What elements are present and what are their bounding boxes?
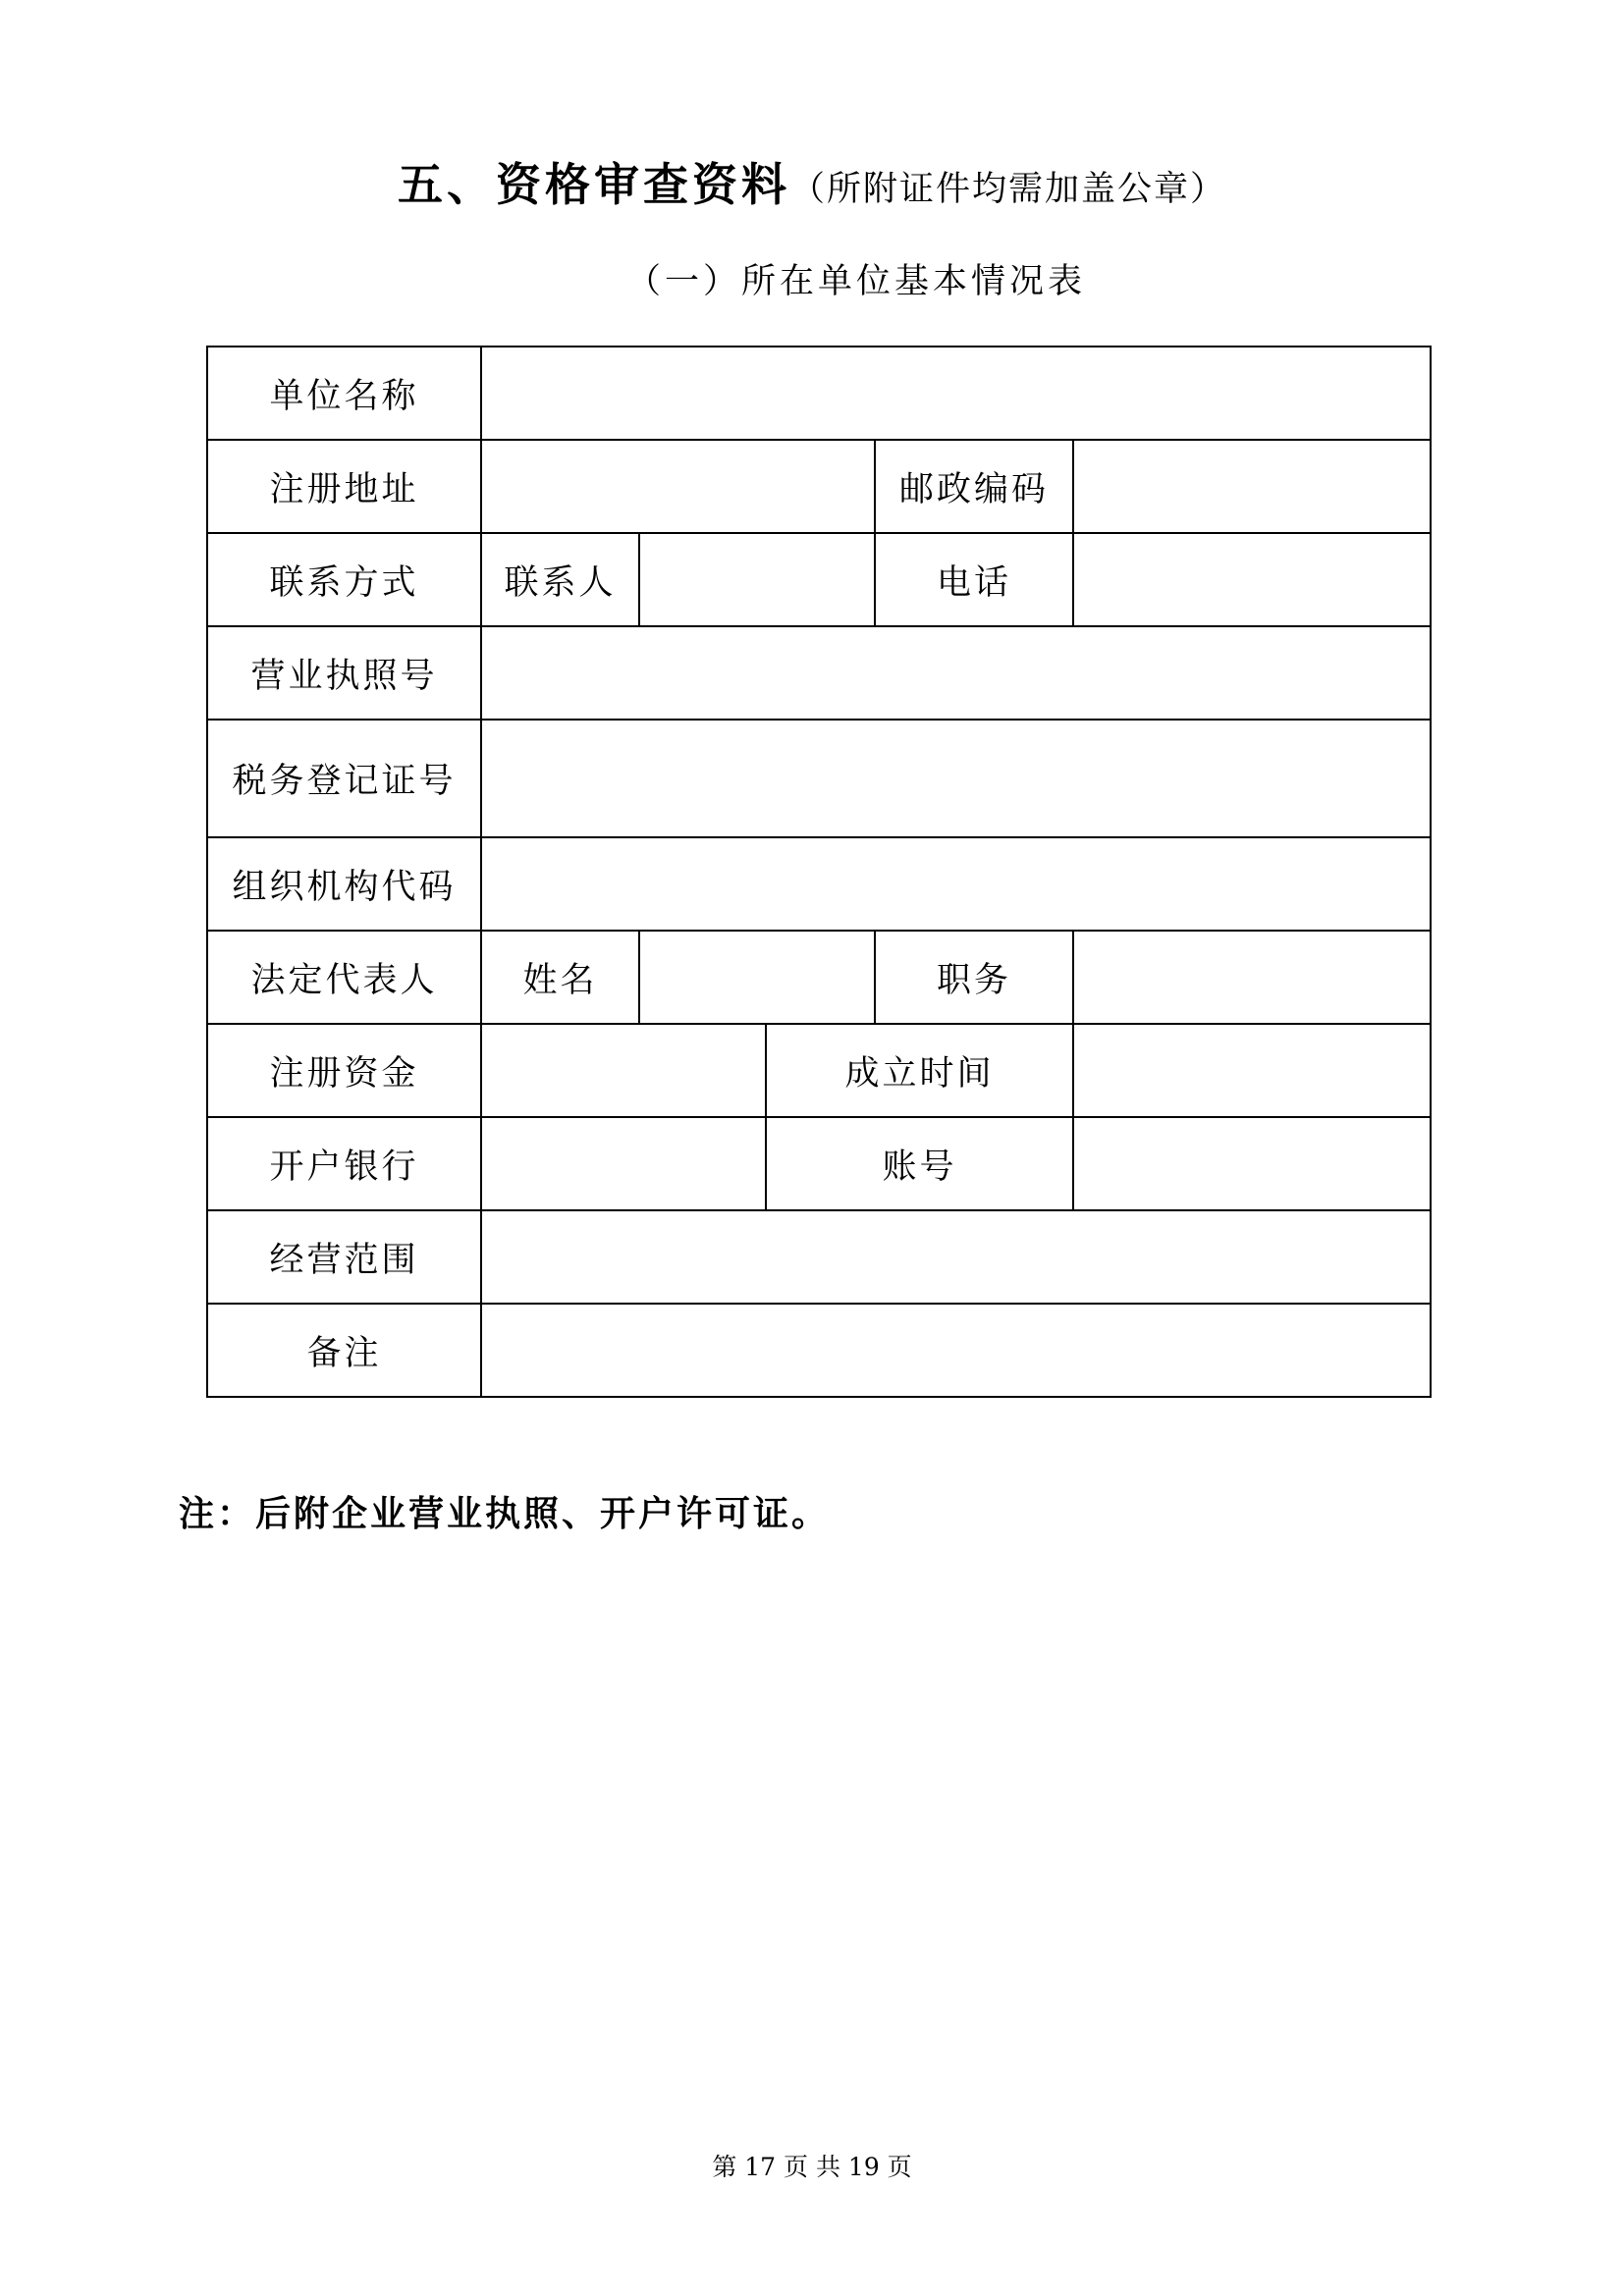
field-unit-name[interactable] [481,347,1431,440]
row-remarks [207,1304,1431,1397]
row-org-code [207,837,1431,931]
row-tax-registration [207,720,1431,837]
field-account-no[interactable] [1073,1117,1431,1210]
label-business-scope: 经营范围 [207,1210,481,1304]
field-bank[interactable] [481,1117,766,1210]
label-bank: 开户银行 [207,1117,481,1210]
label-position: 职务 [875,931,1073,1024]
row-contact [207,533,1431,626]
label-name: 姓名 [481,931,639,1024]
field-position[interactable] [1073,931,1431,1024]
label-established-time: 成立时间 [766,1024,1073,1117]
field-name[interactable] [639,931,875,1024]
label-registered-address: 注册地址 [207,440,481,533]
field-remarks[interactable] [481,1304,1431,1397]
label-tax-registration-no: 税务登记证号 [207,720,481,837]
row-registered-address [207,440,1431,533]
unit-info-table [206,346,1432,1398]
label-legal-representative: 法定代表人 [207,931,481,1024]
section-heading: 五、资格审查资料 [397,158,790,211]
label-registered-capital: 注册资金 [207,1024,481,1117]
attachment-note: 注：后附企业营业执照、开户许可证。 [179,1494,831,1534]
field-established-time[interactable] [1073,1024,1431,1117]
heading-note: （所附证件均需加盖公章） [789,170,1226,209]
label-unit-name: 单位名称 [207,347,481,440]
label-contact-person: 联系人 [481,533,639,626]
field-contact-person[interactable] [639,533,875,626]
label-phone: 电话 [875,533,1073,626]
field-org-code[interactable] [481,837,1431,931]
label-remarks: 备注 [207,1304,481,1397]
label-postal-code: 邮政编码 [875,440,1073,533]
label-business-license-no: 营业执照号 [207,626,481,720]
label-org-code: 组织机构代码 [207,837,481,931]
field-phone[interactable] [1073,533,1431,626]
field-registered-address[interactable] [481,440,875,533]
field-tax-registration-no[interactable] [481,720,1431,837]
row-business-license [207,626,1431,720]
field-business-license-no[interactable] [481,626,1431,720]
page-number: 第 17 页 共 19 页 [712,2153,912,2181]
page-title [0,155,1624,225]
row-legal-representative [207,931,1431,1024]
field-registered-capital[interactable] [481,1024,766,1117]
row-business-scope [207,1210,1431,1304]
row-unit-name [207,347,1431,440]
field-business-scope[interactable] [481,1210,1431,1304]
table-title: （一）所在单位基本情况表 [625,262,1086,301]
field-postal-code[interactable] [1073,440,1431,533]
label-contact-method: 联系方式 [207,533,481,626]
row-bank [207,1117,1431,1210]
label-account-no: 账号 [766,1117,1073,1210]
row-registered-capital [207,1024,1431,1117]
